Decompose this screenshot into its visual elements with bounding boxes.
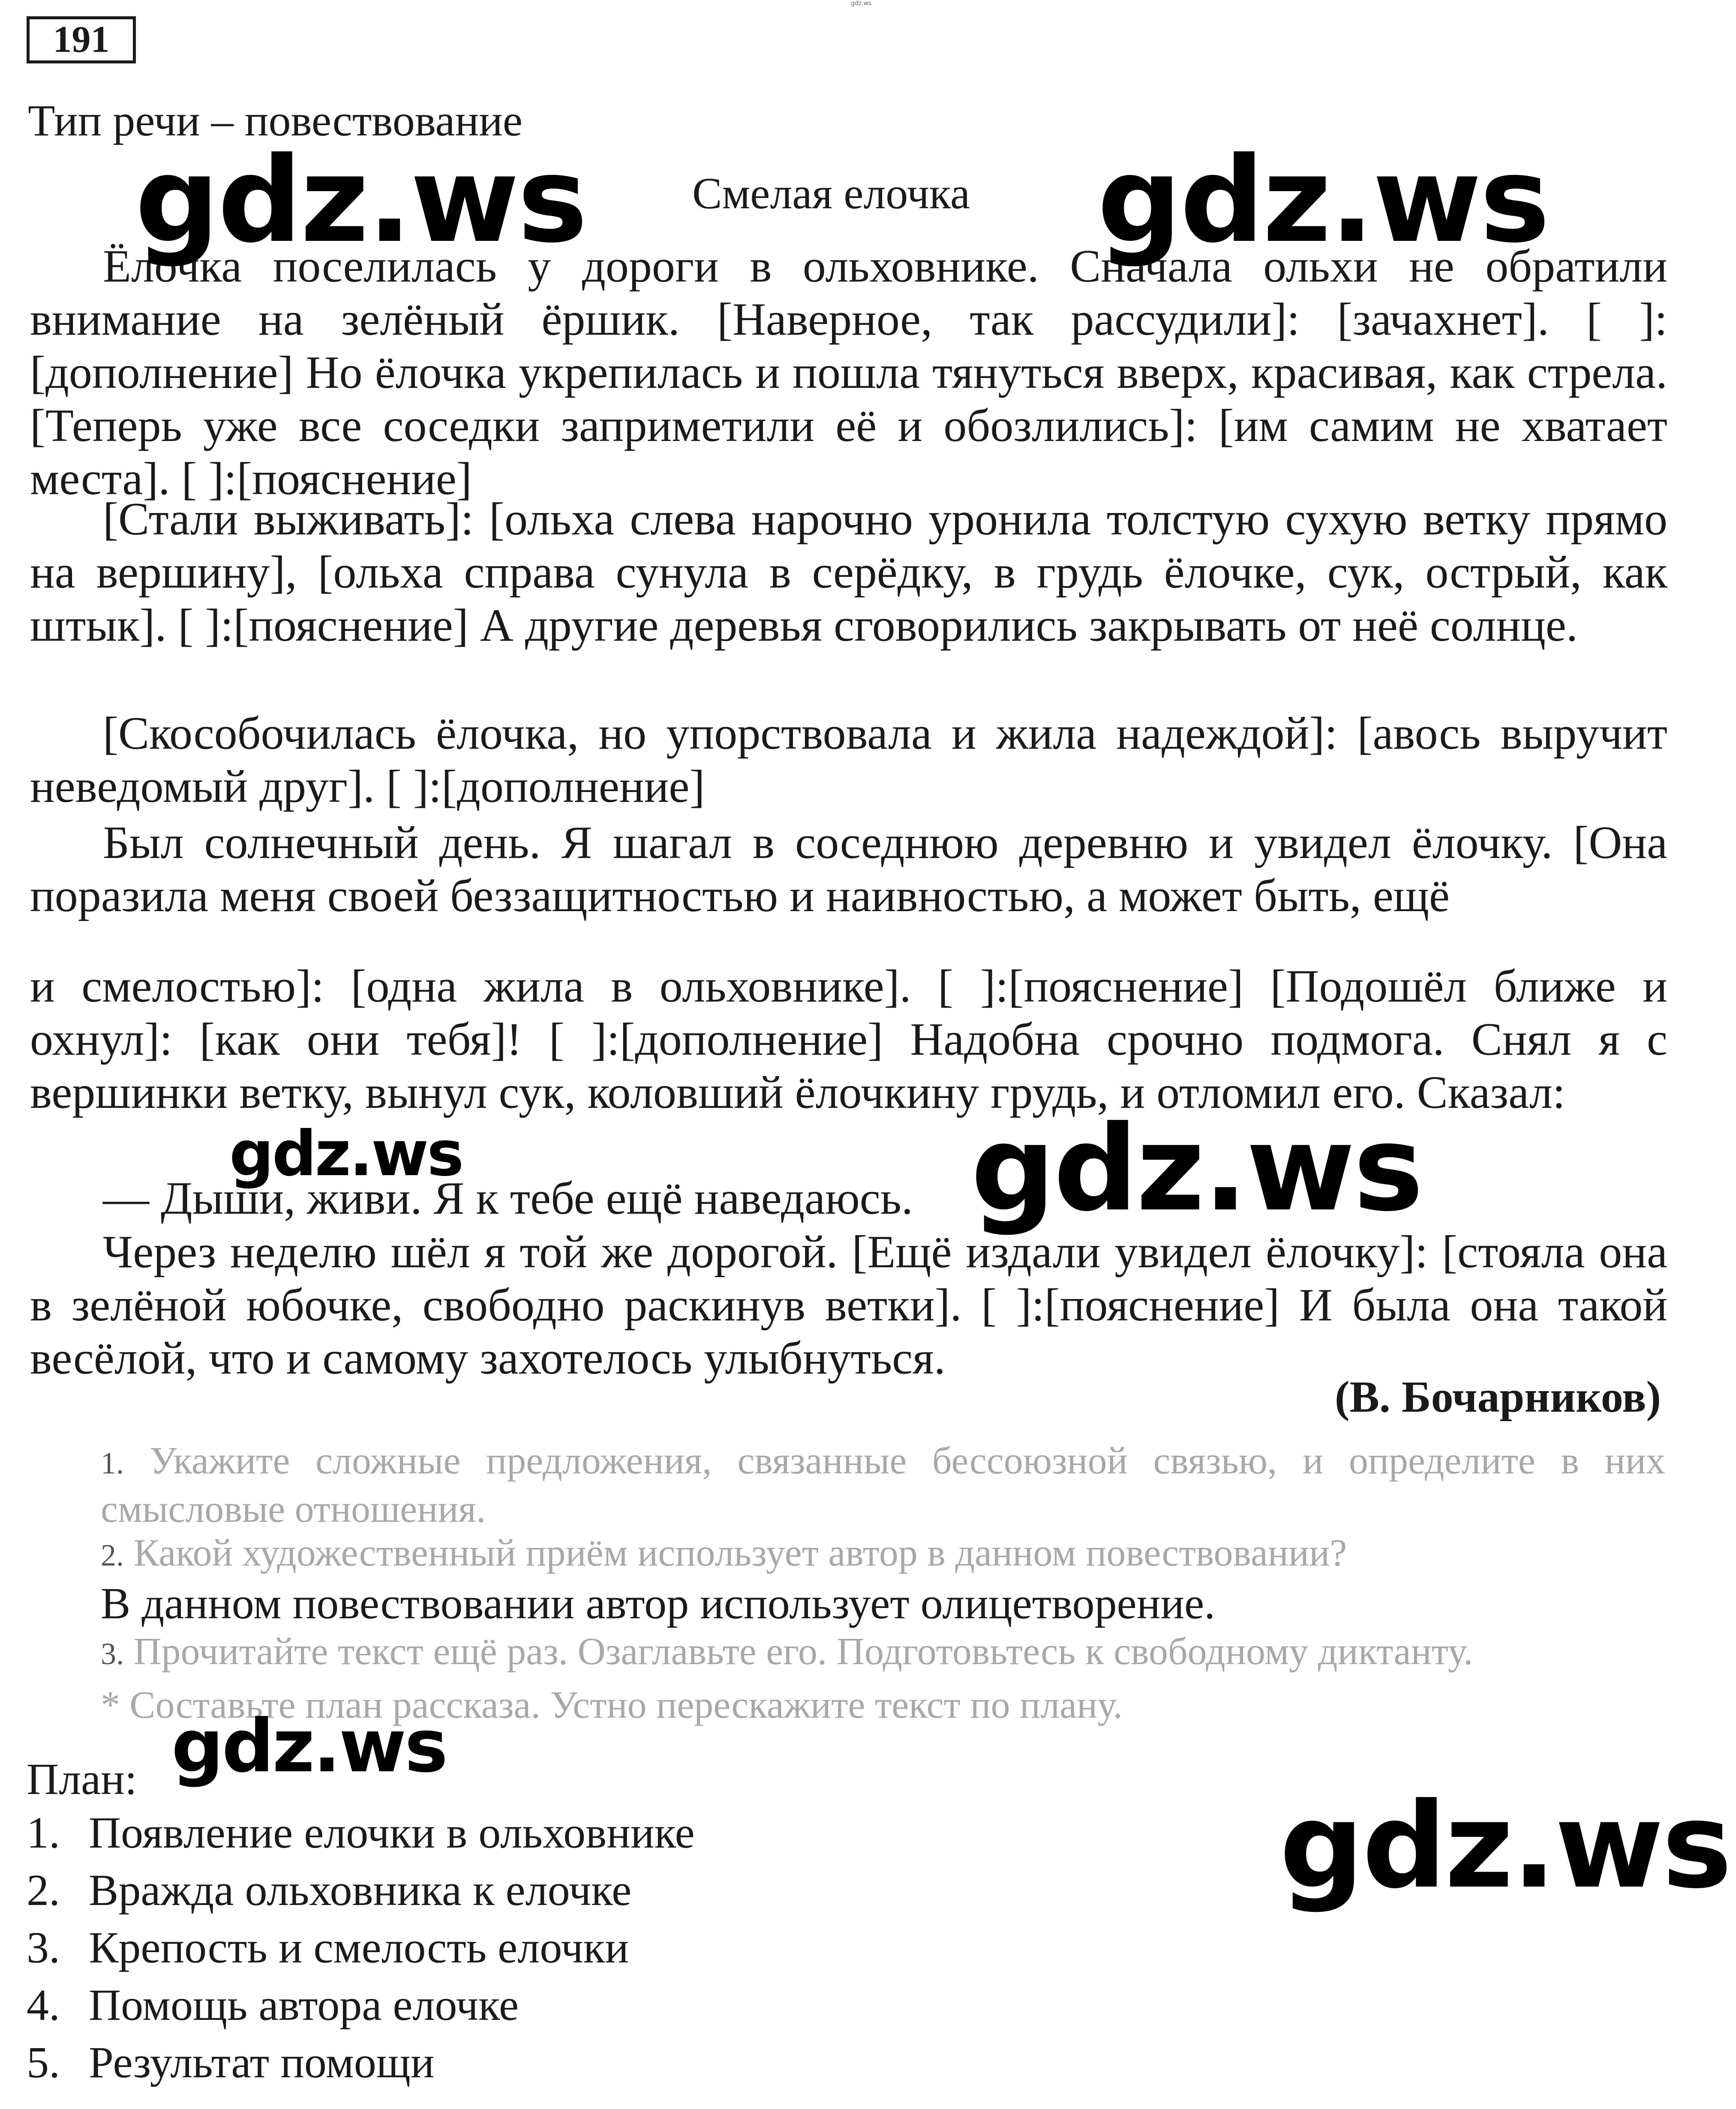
question-text: Укажите сложные предложения, связанные бессоюзной связью, и определите в них смысловые отношения. xyxy=(101,1440,1666,1530)
plan-label: План: xyxy=(27,1755,137,1804)
watermark-logo: gdz.ws xyxy=(1097,132,1548,269)
paragraph-5: и смелостью]: [одна жила в ольховнике]. [ ]:[пояснение] [Подошёл ближе и охнул]: [как они тебя]! [ ]:[дополнение] Надобна срочно подмога. Снял я с вершинки ветку, вынул сук, коловший ёлочкину грудь, и отломил его. Сказал: xyxy=(30,961,1667,1118)
top-watermark: gdz.ws xyxy=(851,0,872,7)
watermark-logo: gdz.ws xyxy=(971,1100,1422,1237)
story-title: Смелая елочка xyxy=(692,169,970,218)
question-text: Прочитайте текст ещё раз. Озаглавьте его. Подготовьтесь к свободному диктанту. xyxy=(133,1630,1473,1673)
question-number: * xyxy=(101,1684,120,1726)
paragraph-6: — Дыши, живи. Я к тебе ещё наведаюсь. xyxy=(103,1173,913,1224)
plan-item-number: 5. xyxy=(27,2038,60,2087)
paragraph-7: Через неделю шёл я той же дорогой. [Ещё издали увидел ёлочку]: [стояла она в зелёной юбочке, свободно раскинув ветки]. [ ]:[пояснение] И была она такой весёлой, что и самому захотелось улыбнуться. xyxy=(30,1227,1667,1384)
plan-item-number: 2. xyxy=(27,1866,60,1915)
paragraph-4: Был солнечный день. Я шагал в соседнюю деревню и увидел ёлочку. [Она поразила меня своей беззащитностью и наивностью, а может быть, ещё xyxy=(30,817,1667,921)
paragraph-2: [Стали выживать]: [ольха слева нарочно уронила толстую сухую ветку прямо на вершину], [ольха справа сунула в серёдку, в грудь ёлочке, сук, острый, как штык]. [ ]:[пояснение] А другие деревья сговорились закрывать от неё солнце. xyxy=(30,494,1667,651)
plan-item-number: 3. xyxy=(27,1923,60,1972)
question-number: 2. xyxy=(101,1538,124,1572)
watermark-logo: gdz.ws xyxy=(171,1704,447,1789)
author-signature: (В. Бочарников) xyxy=(1334,1372,1661,1422)
watermark-logo: gdz.ws xyxy=(1279,1777,1730,1914)
plan-item xyxy=(27,1919,695,1977)
question-number: 3. xyxy=(101,1637,124,1671)
question-3 xyxy=(101,1629,1665,1677)
plan-item xyxy=(27,1862,695,1919)
watermark-logo: gdz.ws xyxy=(229,1118,463,1190)
plan-item xyxy=(27,1977,695,2034)
question-text: Составьте план рассказа. Устно перескажите текст по плану. xyxy=(129,1684,1123,1726)
paragraph-1: Ёлочка поселилась у дороги в ольховнике. Сначала ольхи не обратили внимание на зелёный ёршик. [Наверное, так рассудили]: [зачахнет]. [ ]:[дополнение] Но ёлочка укрепилась и пошла тянуться вверх, красивая, как стрела. [Теперь уже все соседки заприметили её и обозлились]: [им самим не хватает места]. [ ]:[пояснение] xyxy=(30,241,1667,504)
plan-item xyxy=(27,1804,695,1862)
question-text: Какой художественный приём использует автор в данном повествовании? xyxy=(133,1532,1347,1574)
plan-item-text: Крепость и смелость елочки xyxy=(89,1923,629,1972)
plan-item-text: Помощь автора елочке xyxy=(89,1980,519,2030)
plan-item-text: Появление елочки в ольховнике xyxy=(89,1808,695,1857)
question-2 xyxy=(101,1530,1665,1578)
answer-text: В данном повествовании автор использует олицетворение. xyxy=(101,1579,1216,1628)
plan-item-text: Результат помощи xyxy=(89,2038,435,2087)
plan-list xyxy=(27,1804,695,2091)
exercise-number: 191 xyxy=(27,16,136,63)
speech-type-heading: Тип речи – повествование xyxy=(28,96,523,145)
plan-item xyxy=(27,2034,695,2091)
plan-item-number: 4. xyxy=(27,1980,60,2030)
paragraph-3: [Скособочилась ёлочка, но упорствовала и жила надеждой]: [авось выручит неведомый друг]. [ ]:[дополнение] xyxy=(30,708,1667,812)
plan-item-number: 1. xyxy=(27,1808,60,1857)
watermark-logo: gdz.ws xyxy=(135,132,586,269)
plan-item-text: Вражда ольховника к елочке xyxy=(89,1866,632,1915)
question-number: 1. xyxy=(101,1446,124,1480)
question-1 xyxy=(101,1438,1665,1533)
